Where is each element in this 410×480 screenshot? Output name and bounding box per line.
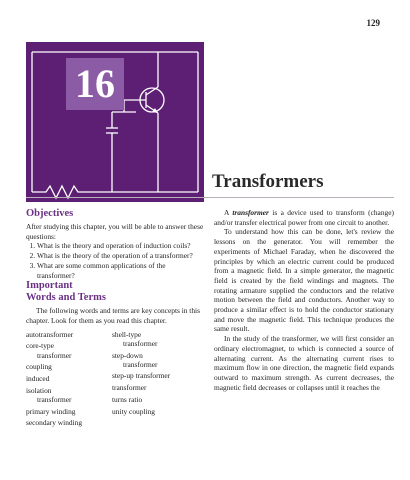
objectives-heading: Objectives — [26, 208, 74, 219]
objectives-list — [26, 241, 204, 280]
right-column — [214, 208, 394, 392]
terms-column-2 — [112, 330, 204, 430]
term-item: step-down transformer — [112, 350, 158, 369]
objective-item: 2. What is the theory of the operation of a transformer? — [37, 251, 204, 261]
chapter-number-box — [66, 58, 124, 110]
chapter-number: 16 — [75, 61, 115, 106]
term-item: secondary winding — [26, 418, 83, 428]
term-item: shell-type transformer — [112, 329, 158, 348]
terms-heading-line1: Important — [26, 280, 73, 292]
term-item: isolation transformer — [26, 385, 72, 404]
term-item: coupling — [26, 362, 52, 372]
left-column — [26, 208, 204, 430]
body-paragraph-3: In the study of the transformer, we will first consider an ordinary electromagnet, to which is connected a source of alternating current. As the alternating current rises to maximum flow in one direction, the magnetic field expands outward to maximum strength. As current decreases, the magnetic field decreases or collapses until it reaches the — [214, 334, 394, 392]
term-item: core-type transformer — [26, 341, 72, 360]
page-number: 129 — [366, 18, 380, 28]
objective-item: 3. What are some common applications of the transformer? — [37, 261, 204, 280]
terms-grid — [26, 330, 204, 430]
term-item: unity coupling — [112, 406, 155, 416]
terms-intro: The following words and terms are key concepts in this chapter. Look for them as you read this chapter. — [26, 306, 200, 325]
term-item: turns ratio — [112, 394, 143, 404]
term-item: transformer — [112, 383, 147, 393]
objective-item: 1. What is the theory and operation of induction coils? — [37, 241, 204, 251]
term-item: step-up transformer — [112, 371, 171, 381]
body-paragraph-2: To understand how this can be done, let's review the lessons on the generator. You will remember the experiments of Michael Faraday, when he discovered the principles by which an electric current could be produced from a magnetic field. In a simple generator, the magnetic field is created by the field windings and magnets. The rotating armature supplied the conductors and the relative motion between the field and conductors. Another way to produce a similar effect is to hold the conductor stationary and move the magnetic field. This technique produces the same result. — [214, 227, 394, 334]
term-item: primary winding — [26, 406, 76, 416]
terms-heading-line2: Words and Terms — [26, 292, 106, 304]
defined-term: transformer — [232, 208, 269, 217]
term-item: induced — [26, 373, 50, 383]
chapter-banner — [26, 42, 204, 202]
terms-heading — [26, 280, 204, 304]
terms-column-1 — [26, 330, 110, 430]
objectives-intro: After studying this chapter, you will be able to answer these questions: — [26, 222, 204, 241]
title-divider — [26, 197, 394, 198]
chapter-title: Transformers — [212, 171, 324, 192]
term-item: autotransformer — [26, 329, 74, 339]
body-paragraph-1: A transformer is a device used to transform (change) and/or transfer electrical power from one circuit to another. — [214, 208, 394, 227]
